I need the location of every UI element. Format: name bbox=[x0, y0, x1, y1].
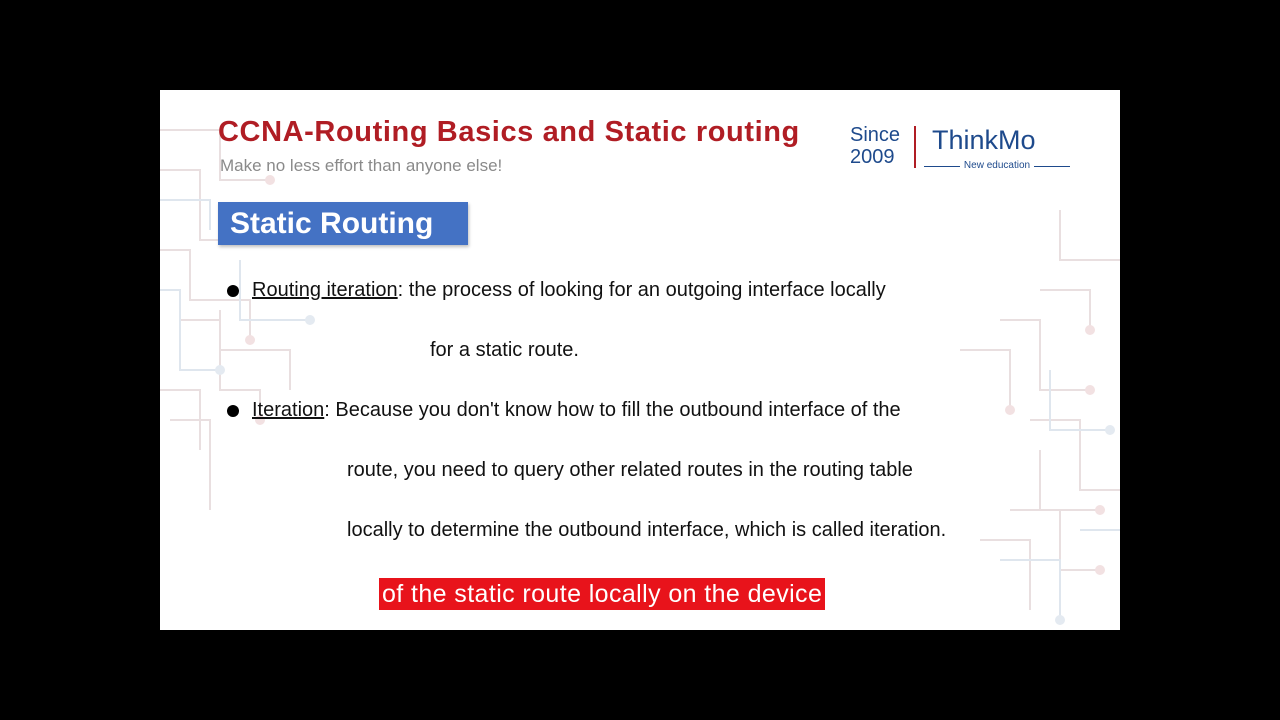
logo-brand-sub: New education bbox=[924, 160, 1070, 171]
bullet-2-line-1 bbox=[252, 399, 901, 422]
logo-since bbox=[850, 124, 900, 168]
bullet-2-line-2: route, you need to query other related routes in the routing table bbox=[347, 459, 913, 481]
logo-brand: ThinkMo bbox=[932, 125, 1036, 155]
slide-title: CCNA-Routing Basics and Static routing bbox=[218, 116, 800, 148]
bullet-1-line-1 bbox=[252, 279, 886, 302]
bullet-1-term: Routing iteration bbox=[252, 279, 398, 301]
bullet-2-term: Iteration bbox=[252, 399, 325, 421]
bullet-2-text-1: : Because you don't know how to fill the outbound interface of the bbox=[324, 399, 901, 421]
logo-since-label: Since bbox=[850, 124, 901, 146]
slide-frame bbox=[160, 90, 1120, 630]
logo-since-year: 2009 bbox=[850, 146, 895, 168]
video-subtitle-caption: of the static route locally on the device bbox=[379, 578, 825, 610]
section-title-banner: Static Routing bbox=[218, 202, 468, 245]
slide-subtitle: Make no less effort than anyone else! bbox=[220, 156, 503, 175]
logo-divider bbox=[914, 126, 916, 168]
bullet-dot-icon bbox=[227, 285, 239, 297]
bullet-dot-icon bbox=[227, 405, 239, 417]
bullet-1-text-1: : the process of looking for an outgoing interface locally bbox=[397, 279, 886, 301]
bullet-1-line-2: for a static route. bbox=[430, 339, 579, 361]
thinkmo-logo bbox=[850, 122, 1080, 172]
bullet-2-line-3: locally to determine the outbound interface, which is called iteration. bbox=[347, 519, 947, 541]
